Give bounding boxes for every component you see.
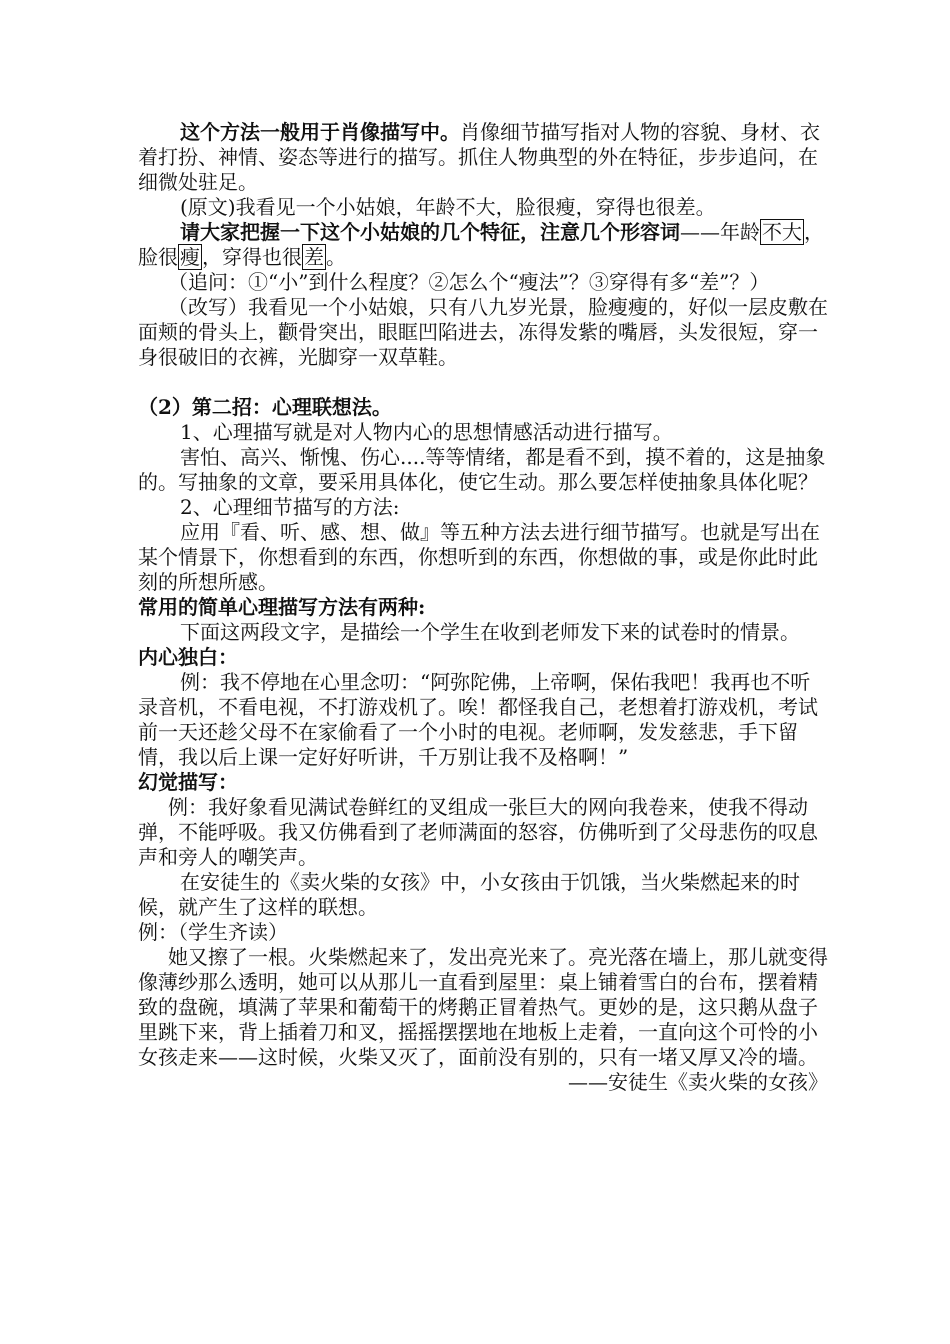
boxed-word-young: 不大 bbox=[762, 220, 802, 244]
heading-inner-monologue: 内心独白： bbox=[138, 645, 238, 669]
paragraph-follow-up-questions: （追问：①“小”到什么程度？②怎么个“瘦法”？③穿得有多“差”？） bbox=[168, 270, 770, 294]
bold-lead: 这个方法一般用于肖像描写中。 bbox=[180, 120, 460, 144]
heading-illusion: 幻觉描写： bbox=[138, 770, 238, 794]
paragraph-features bbox=[138, 220, 828, 270]
boxed-word-thin: 瘦 bbox=[180, 245, 200, 269]
text-segment: ，脸很 bbox=[138, 220, 824, 269]
paragraph-portrait-method bbox=[138, 120, 828, 195]
paragraph-match-girl-excerpt: 她又擦了一根。火柴燃起来了，发出亮光来了。亮光落在墙上，那儿就变得像薄纱那么透明，她可以从那儿一直看到屋里：桌上铺着雪白的台布，摆着精致的盘碗，填满了苹果和葡萄干的烤鹅正冒着热气。更妙的是，这只鹅从盘子里跳下来，背上插着刀和叉，摇摇摆摆地在地板上走着，一直向这个可怜的小女孩走来——这时候，火柴又灭了，面前没有别的，只有一堵又厚又冷的墙。 bbox=[138, 945, 828, 1069]
paragraph-monologue-example: 例：我不停地在心里念叨：“阿弥陀佛，上帝啊，保佑我吧！我再也不听录音机，不看电视，不打游戏机了。唉！都怪我自己，老想着打游戏机，考试前一天还趁父母不在家偷看了一个小时的电视。老师啊，发发慈悲，手下留情，我以后上课一定好好听讲，千万别让我不及格啊！” bbox=[138, 670, 818, 769]
paragraph-scenario: 下面这两段文字，是描绘一个学生在收到老师发下来的试卷时的情景。 bbox=[180, 620, 800, 644]
paragraph-original-text: (原文)我看见一个小姑娘，年龄不大，脸很瘦，穿得也很差。 bbox=[180, 195, 716, 219]
paragraph-psychology-definition: 1、心理描写就是对人物内心的思想情感活动进行描写。 bbox=[180, 420, 673, 444]
bold-instruction: 请大家把握一下这个小姑娘的几个特征，注意几个形容词 bbox=[180, 220, 680, 244]
paragraph-example-label: 例：（学生齐读） bbox=[138, 920, 288, 944]
paragraph-abstract-emotions: 害怕、高兴、惭愧、伤心....等等情绪，都是看不到，摸不着的，这是抽象的。写抽象的文章，要采用具体化，使它生动。那么要怎样使抽象具体化呢？ bbox=[138, 445, 826, 494]
paragraph-illusion-example: 例：我好象看见满试卷鲜红的叉组成一张巨大的网向我卷来，使我不得动弹，不能呼吸。我又仿佛看到了老师满面的怒容，仿佛听到了父母悲伤的叹息声和旁人的嘲笑声。 bbox=[138, 795, 818, 869]
document-page bbox=[138, 120, 828, 1095]
spacer bbox=[138, 370, 828, 395]
paragraph-andersen-intro: 在安徒生的《卖火柴的女孩》中，小女孩由于饥饿，当火柴燃起来的时候，就产生了这样的联想。 bbox=[138, 870, 800, 919]
paragraph-five-methods: 应用『看、听、感、想、做』等五种方法去进行细节描写。也就是写出在某个情景下，你想看到的东西，你想听到的东西，你想做的事，或是你此时此刻的所想所感。 bbox=[138, 520, 820, 594]
text-segment: 。 bbox=[326, 245, 346, 269]
text-segment: ，穿得也很 bbox=[202, 245, 302, 269]
boxed-word-poor: 差 bbox=[304, 245, 324, 269]
dash-text: ——年龄 bbox=[680, 220, 760, 244]
paragraph-rewrite: （改写）我看见一个小姑娘，只有八九岁光景，脸瘦瘦的，好似一层皮敷在面颊的骨头上，颧骨突出，眼眶凹陷进去，冻得发紫的嘴唇，头发很短，穿一身很破旧的衣裤，光脚穿一双草鞋。 bbox=[138, 295, 828, 369]
heading-two-methods: 常用的简单心理描写方法有两种: bbox=[138, 595, 426, 619]
citation: ——安徒生《卖火柴的女孩》 bbox=[568, 1070, 828, 1094]
paragraph-text: 肖像细节描写指对人物的容貌、身材、衣着打扮、神情、姿态等进行的描写。抓住人物典型的外在特征，步步追问，在细微处驻足。 bbox=[138, 120, 820, 194]
paragraph-method-title: 2、心理细节描写的方法: bbox=[180, 495, 400, 519]
section-heading-second-move: （2）第二招：心理联想法。 bbox=[138, 395, 392, 419]
